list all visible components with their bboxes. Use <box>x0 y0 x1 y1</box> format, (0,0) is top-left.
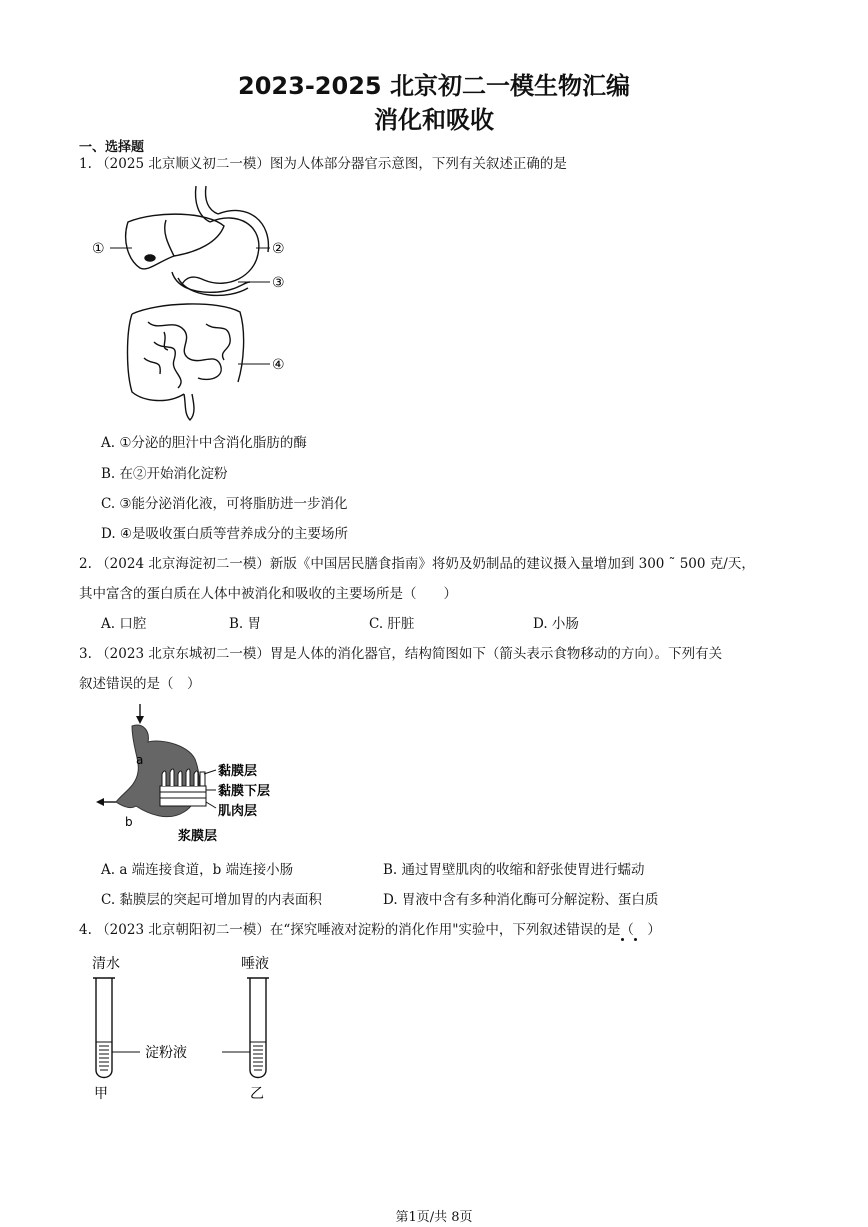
question-3-option-a[interactable]: A. a 端连接食道，b 端连接小肠 <box>101 862 294 878</box>
stomach-label-a: a <box>136 753 144 767</box>
question-4-stem: 4. （2023 北京朝阳初二一模）在“探究唾液对淀粉的消化作用"实验中，下列叙述错误的是（ ） <box>79 922 661 938</box>
figure-label-2: ② <box>272 241 285 257</box>
document-title: 2023-2025 北京初二一模生物汇编 <box>238 72 630 100</box>
question-2-option-c[interactable]: C. 肝脏 <box>369 616 415 632</box>
section-heading: 一、选择题 <box>79 140 145 155</box>
label-serosa: 浆膜层 <box>178 829 218 844</box>
label-mucosa: 黏膜层 <box>218 764 258 779</box>
question-3-option-d[interactable]: D. 胃液中含有多种消化酶可分解淀粉、蛋白质 <box>383 892 659 908</box>
figure-label-4: ④ <box>272 357 285 373</box>
label-starch-solution: 淀粉液 <box>145 1045 187 1061</box>
question-1-option-d[interactable]: D. ④是吸收蛋白质等营养成分的主要场所 <box>101 526 349 542</box>
question-1-option-c[interactable]: C. ③能分泌消化液，可将脂肪进一步消化 <box>101 496 348 512</box>
label-tube-yi: 乙 <box>250 1086 264 1102</box>
question-2-option-b[interactable]: B. 胃 <box>229 616 262 632</box>
label-saliva: 唾液 <box>241 956 269 972</box>
label-submucosa: 黏膜下层 <box>218 784 271 799</box>
question-3-option-c[interactable]: C. 黏膜层的突起可增加胃的内表面积 <box>101 892 322 908</box>
question-1-stem: 1. （2025 北京顺义初二一模）图为人体部分器官示意图，下列有关叙述正确的是 <box>79 156 567 172</box>
question-1-option-a[interactable]: A. ①分泌的胆汁中含消化脂肪的酶 <box>101 435 307 451</box>
question-2-stem-line-1: 2. （2024 北京海淀初二一模）新版《中国居民膳食指南》将奶及奶制品的建议摄入量增加到 300 ˜ 500 克/天， <box>79 556 755 572</box>
test-tube-figure <box>88 950 288 1110</box>
label-tube-jia: 甲 <box>94 1086 108 1102</box>
question-2-option-d[interactable]: D. 小肠 <box>533 616 579 632</box>
figure-label-3: ③ <box>272 275 285 291</box>
question-1-option-b[interactable]: B. 在②开始消化淀粉 <box>101 466 228 482</box>
question-2-option-a[interactable]: A. 口腔 <box>101 616 147 632</box>
emphasis-dot <box>621 938 624 941</box>
figure-label-1: ① <box>92 241 105 257</box>
stomach-label-b: b <box>125 815 133 829</box>
digestive-system-figure <box>88 182 298 427</box>
document-subtitle: 消化和吸收 <box>374 106 494 134</box>
question-3-stem-line-2: 叙述错误的是（ ） <box>79 676 201 692</box>
stomach-structure-figure <box>92 702 292 850</box>
question-2-stem-line-2: 其中富含的蛋白质在人体中被消化和吸收的主要场所是（ ） <box>79 586 457 602</box>
question-3-stem-line-1: 3. （2023 北京东城初二一模）胃是人体的消化器官，结构简图如下（箭头表示食物移动的方向）。下列有关 <box>79 646 723 662</box>
emphasis-dot <box>634 938 637 941</box>
question-3-option-b[interactable]: B. 通过胃壁肌肉的收缩和舒张使胃进行蠕动 <box>383 862 645 878</box>
label-muscle-layer: 肌肉层 <box>218 804 258 819</box>
label-water: 清水 <box>92 956 120 972</box>
page-footer: 第1页/共 8页 <box>395 1210 473 1225</box>
